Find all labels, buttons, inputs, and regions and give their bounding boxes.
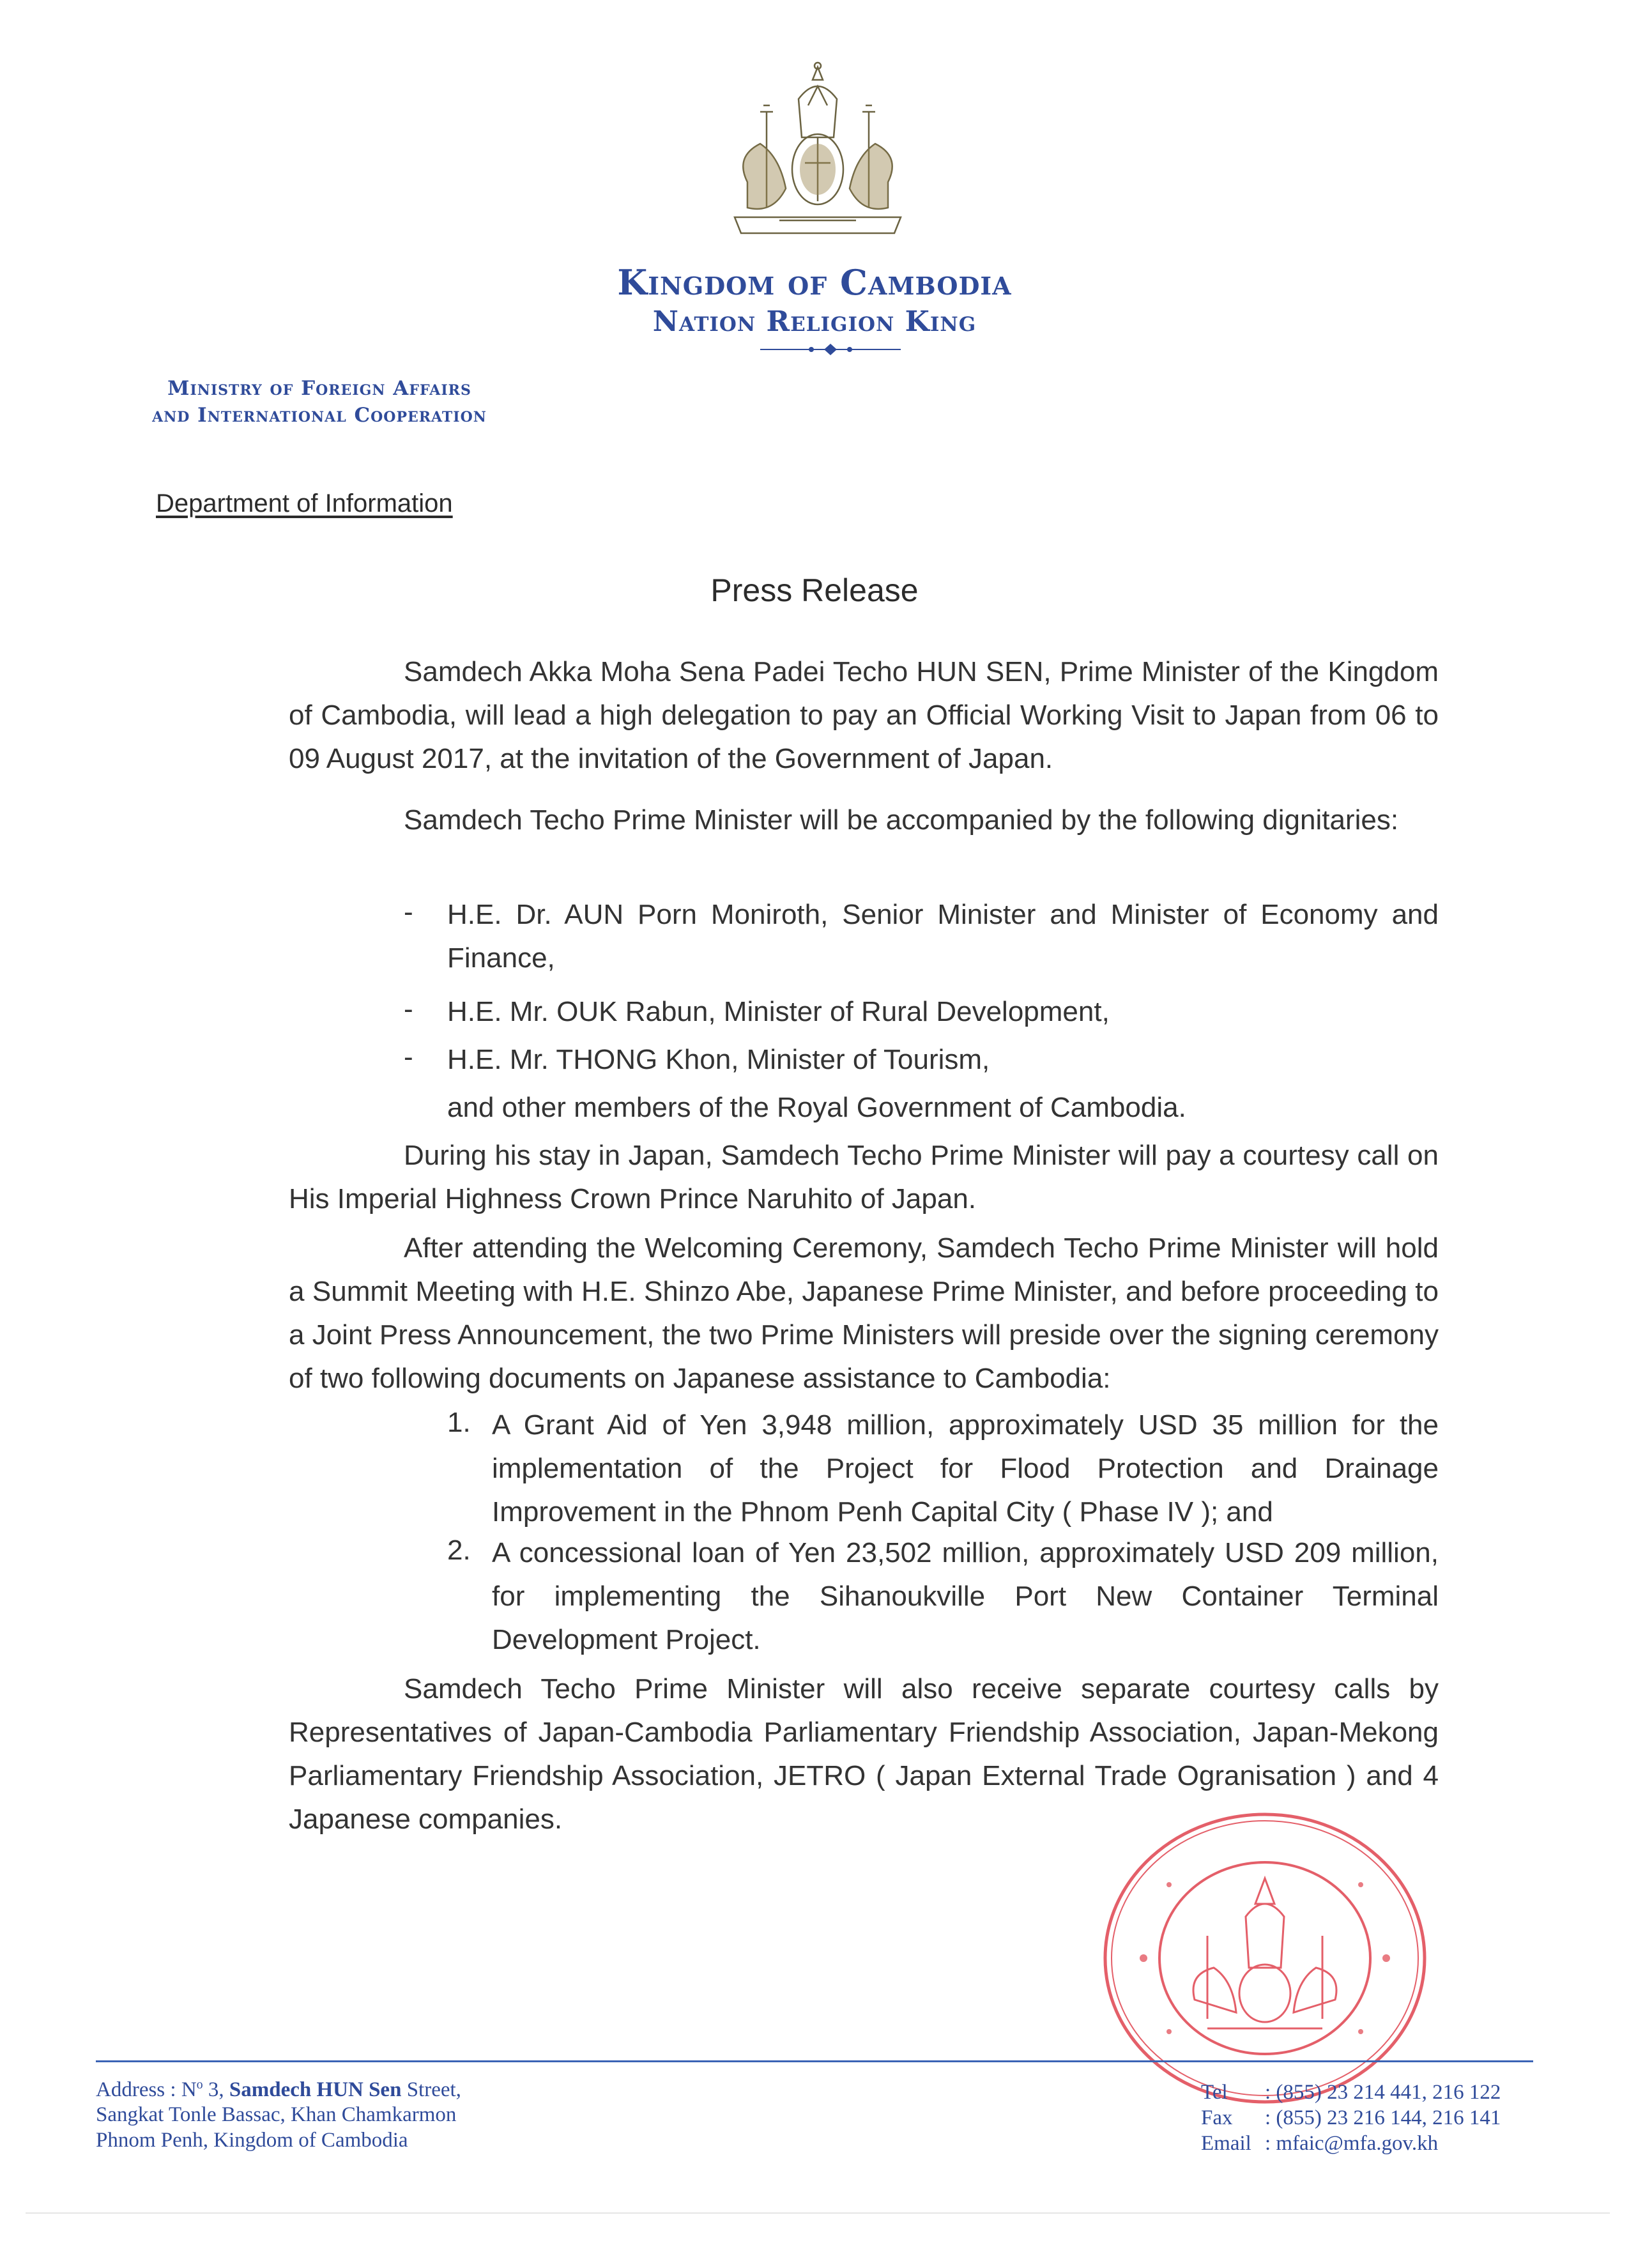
dignitary-item (447, 1038, 1439, 1082)
dignitary-1: H.E. Dr. AUN Porn Moniroth, Senior Minister and Minister of Economy and Finance, (447, 899, 1439, 974)
address-street-name: Samdech HUN Sen (229, 2078, 402, 2101)
other-members (447, 1086, 1439, 1130)
footer-fax (1201, 2106, 1501, 2130)
page-bottom-rule (26, 2212, 1610, 2214)
motto: Nation Religion King (652, 305, 977, 338)
fax-value: : (855) 23 216 144, 216 141 (1265, 2106, 1501, 2129)
paragraph-3-text: During his stay in Japan, Samdech Techo Prime Minister will pay a courtesy call on His Imperial Highness Crown Prince Naruhito of Japan. (289, 1140, 1439, 1214)
document-item (492, 1404, 1439, 1534)
department-label: Department of Information (156, 489, 453, 517)
footer-address-line-2: Sangkat Tonle Bassac, Khan Chamkarmon (96, 2103, 457, 2126)
address-label: Address : N (96, 2078, 197, 2101)
bullet-dash: - (404, 993, 413, 1025)
paragraph-3 (289, 1134, 1439, 1221)
email-label: Email (1201, 2132, 1251, 2155)
footer-divider (96, 2060, 1533, 2062)
bullet-dash: - (404, 1041, 413, 1073)
page-title: Press Release (710, 572, 919, 608)
tel-value: : (855) 23 214 441, 216 122 (1265, 2081, 1501, 2104)
list-number: 2. (447, 1535, 471, 1566)
paragraph-2 (289, 799, 1439, 842)
fax-label: Fax (1201, 2106, 1233, 2129)
footer-address-line-3: Phnom Penh, Kingdom of Cambodia (96, 2129, 408, 2152)
kingdom-title: Kingdom of Cambodia (617, 262, 1012, 303)
address-number-sup: o (196, 2078, 203, 2092)
royal-emblem-icon (722, 61, 914, 246)
dignitary-2: H.E. Mr. OUK Rabun, Minister of Rural Development, (447, 996, 1110, 1027)
paragraph-5-text: Samdech Techo Prime Minister will also receive separate courtesy calls by Representatives of Japan-Cambodia Parliamentary Friendship Association, Japan-Mekong Parliamentary Friendship Association, JETRO ( Japan External Trade Ogranisation ) and 4 Japanese companies. (289, 1673, 1439, 1835)
email-link[interactable]: : mfaic@mfa.gov.kh (1265, 2132, 1439, 2155)
bullet-dash: - (404, 896, 413, 928)
ornament-divider-icon (754, 341, 907, 358)
other-members-text: and other members of the Royal Government of Cambodia. (447, 1092, 1186, 1123)
ministry-line-1: Ministry of Foreign Affairs (167, 377, 471, 400)
address-street-suffix: Street, (401, 2078, 461, 2101)
footer-email (1201, 2132, 1438, 2156)
tel-label: Tel (1201, 2081, 1228, 2104)
paragraph-1-text: Samdech Akka Moha Sena Padei Techo HUN SEN, Prime Minister of the Kingdom of Cambodia, will lead a high delegation to pay an Official Working Visit to Japan from 06 to 09 August 2017, at the invitation of the Government of Japan. (289, 656, 1439, 774)
dignitary-item (447, 990, 1439, 1034)
address-number: 3, (203, 2078, 229, 2101)
dignitary-item (447, 893, 1439, 980)
ministry-line-2: and International Cooperation (152, 404, 487, 427)
document-1-text: A Grant Aid of Yen 3,948 million, approximately USD 35 million for the implementation of the Project for Flood Protection and Drainage Improvement in the Phnom Penh Capital City ( Phase IV ); and (492, 1409, 1439, 1528)
document-item (492, 1531, 1439, 1662)
dignitary-3: H.E. Mr. THONG Khon, Minister of Tourism, (447, 1044, 990, 1075)
official-seal-icon (1099, 1808, 1431, 2108)
paragraph-2-text: Samdech Techo Prime Minister will be accompanied by the following dignitaries: (404, 804, 1399, 836)
document-2-text: A concessional loan of Yen 23,502 million, approximately USD 209 million, for implementing the Sihanoukville Port New Container Terminal Development Project. (492, 1537, 1439, 1655)
paragraph-4-text: After attending the Welcoming Ceremony, Samdech Techo Prime Minister will hold a Summit Meeting with H.E. Shinzo Abe, Japanese Prime Minister, and before proceeding to a Joint Press Announcement, the two Prime Ministers will preside over the signing ceremony of two following documents on Japanese assistance to Cambodia: (289, 1232, 1439, 1394)
paragraph-4 (289, 1227, 1439, 1400)
paragraph-1 (289, 650, 1439, 781)
list-number: 1. (447, 1407, 471, 1438)
footer-tel (1201, 2081, 1501, 2104)
footer-address-line-1 (96, 2078, 461, 2102)
